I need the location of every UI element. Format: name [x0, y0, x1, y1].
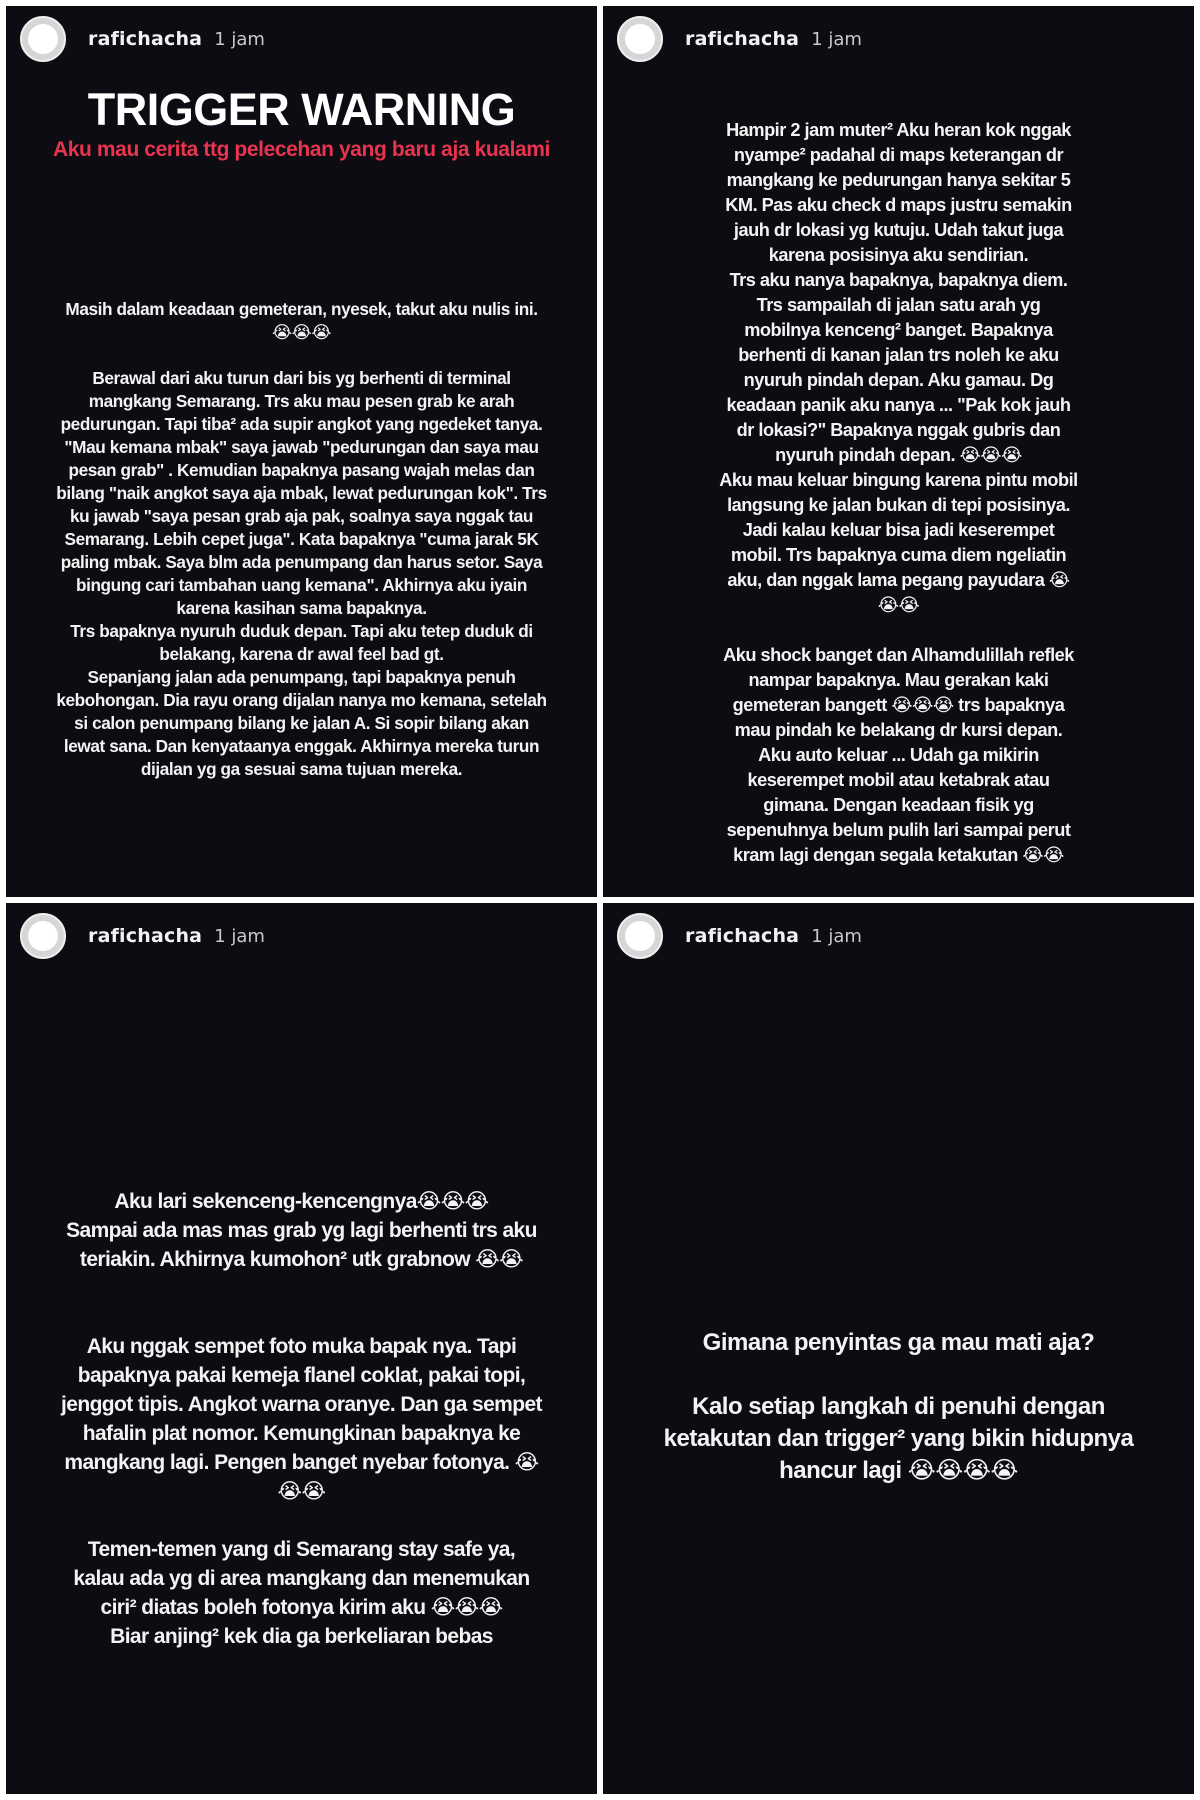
avatar[interactable]	[617, 913, 663, 959]
story-header	[617, 913, 862, 959]
timestamp: 1 jam	[811, 925, 862, 947]
username[interactable]: rafichacha	[685, 28, 800, 50]
story-header	[617, 16, 862, 62]
username[interactable]: rafichacha	[685, 925, 800, 947]
story-text: Gimana penyintas ga mau mati aja? Kalo setiap langkah di penuhi dengan ketakutan dan trigger² yang bikin hidupnya hancur lagi 😭😭😭😭	[663, 1329, 1134, 1484]
timestamp: 1 jam	[811, 28, 862, 50]
username[interactable]: rafichacha	[88, 28, 203, 50]
trigger-warning-subtitle: Aku mau cerita ttg pelecehan yang baru aja kualami	[52, 138, 550, 161]
story-panel-3	[6, 903, 597, 1794]
username[interactable]: rafichacha	[88, 925, 203, 947]
story-text: Hampir 2 jam muter² Aku heran kok nggak nyampe² padahal di maps keterangan dr mangkang ke pedurungan hanya sekitar 5 KM. Pas aku check d maps justru semakin jauh dr lokasi yg kutuju. Udah takut juga karena posisinya aku sendirian. Trs aku nanya bapaknya, bapaknya diem. Trs sampailah di jalan satu arah yg mobilnya kenceng² banget. Bapaknya berhenti di kanan jalan trs noleh ke aku nyuruh pindah depan. Aku gamau. Dg keadaan panik aku nanya ... "Pak kok jauh dr lokasi?" Bapaknya nggak gubris dan nyuruh pindah depan. 😭😭😭 Aku mau keluar bingung karena pintu mobil langsung ke jalan bukan di tepi posisinya. Jadi kalau keluar bisa jadi keserempet mobil. Trs bapaknya cuma diem ngeliatin aku, dan nggak lama pegang payudara 😭 😭😭 Aku shock banget dan Alhamdulillah reflek nampar bapaknya. Mau gerakan kaki gemeteran bangett 😭😭😭 trs bapaknya mau pindah ke belakang dr kursi depan. Aku auto keluar ... Udah ga mikirin keserempet mobil atau ketabrak atau gimana. Dengan keadaan fisik yg sepenuhnya belum pulih lari sampai perut kram lagi dengan segala ketakutan 😭😭	[719, 120, 1078, 865]
avatar[interactable]	[20, 16, 66, 62]
story-header	[20, 16, 265, 62]
story-panel-4	[603, 903, 1194, 1794]
avatar-placeholder-icon	[625, 921, 655, 951]
avatar-placeholder-icon	[28, 921, 58, 951]
story-panel-1	[6, 6, 597, 897]
trigger-warning-title: TRIGGER WARNING	[87, 84, 516, 135]
avatar[interactable]	[617, 16, 663, 62]
avatar-placeholder-icon	[625, 24, 655, 54]
story-text: Aku lari sekenceng-kencengnya😭😭😭 Sampai ada mas mas grab yg lagi berhenti trs aku teriakin. Akhirnya kumohon² utk grabnow 😭😭 Aku nggak sempet foto muka bapak nya. Tapi bapaknya pakai kemeja flanel coklat, pakai topi, jenggot tipis. Angkot warna oranye. Dan ga sempet hafalin plat nomor. Kemungkinan bapaknya ke mangkang lagi. Pengen banget nyebar fotonya. 😭 😭😭 Temen-temen yang di Semarang stay safe ya, kalau ada yg di area mangkang dan menemukan ciri² diatas boleh fotonya kirim aku 😭😭😭 Biar anjing² kek dia ga berkeliaran bebas	[61, 1190, 542, 1648]
avatar[interactable]	[20, 913, 66, 959]
story-text: Masih dalam keadaan gemeteran, nyesek, takut aku nulis ini. 😭😭😭 Berawal dari aku turun dari bis yg berhenti di terminal mangkang Semarang. Trs aku mau pesen grab ke arah pedurungan. Tapi tiba² ada supir angkot yang ngedeket tanya. "Mau kemana mbak" saya jawab "pedurungan dan saya mau pesan grab" . Kemudian bapaknya pasang wajah melas dan bilang "naik angkot saya aja mbak, lewat pedurungan kok". Trs ku jawab "saya pesan grab aja pak, soalnya saya nggak tau Semarang. Lebih cepet juga". Kata bapaknya "cuma jarak 5K paling mbak. Saya blm ada penumpang dan harus setor. Saya bingung cari tambahan uang kemana". Akhirnya aku iyain karena kasihan sama bapaknya. Trs bapaknya nyuruh duduk depan. Tapi aku tetep duduk di belakang, karena dr awal feel bad gt. Sepanjang jalan ada penumpang, tapi bapaknya penuh kebohongan. Dia rayu orang dijalan nanya mo kemana, setelah si calon penumpang bilang ke jalan A. Si sopir bilang akan lewat sana. Dan kenyataanya enggak. Akhirnya mereka turun dijalan yg ga sesuai sama tujuan mereka.	[56, 299, 547, 779]
story-header	[20, 913, 265, 959]
story-panel-2	[603, 6, 1194, 897]
avatar-placeholder-icon	[28, 24, 58, 54]
timestamp: 1 jam	[214, 28, 265, 50]
timestamp: 1 jam	[214, 925, 265, 947]
